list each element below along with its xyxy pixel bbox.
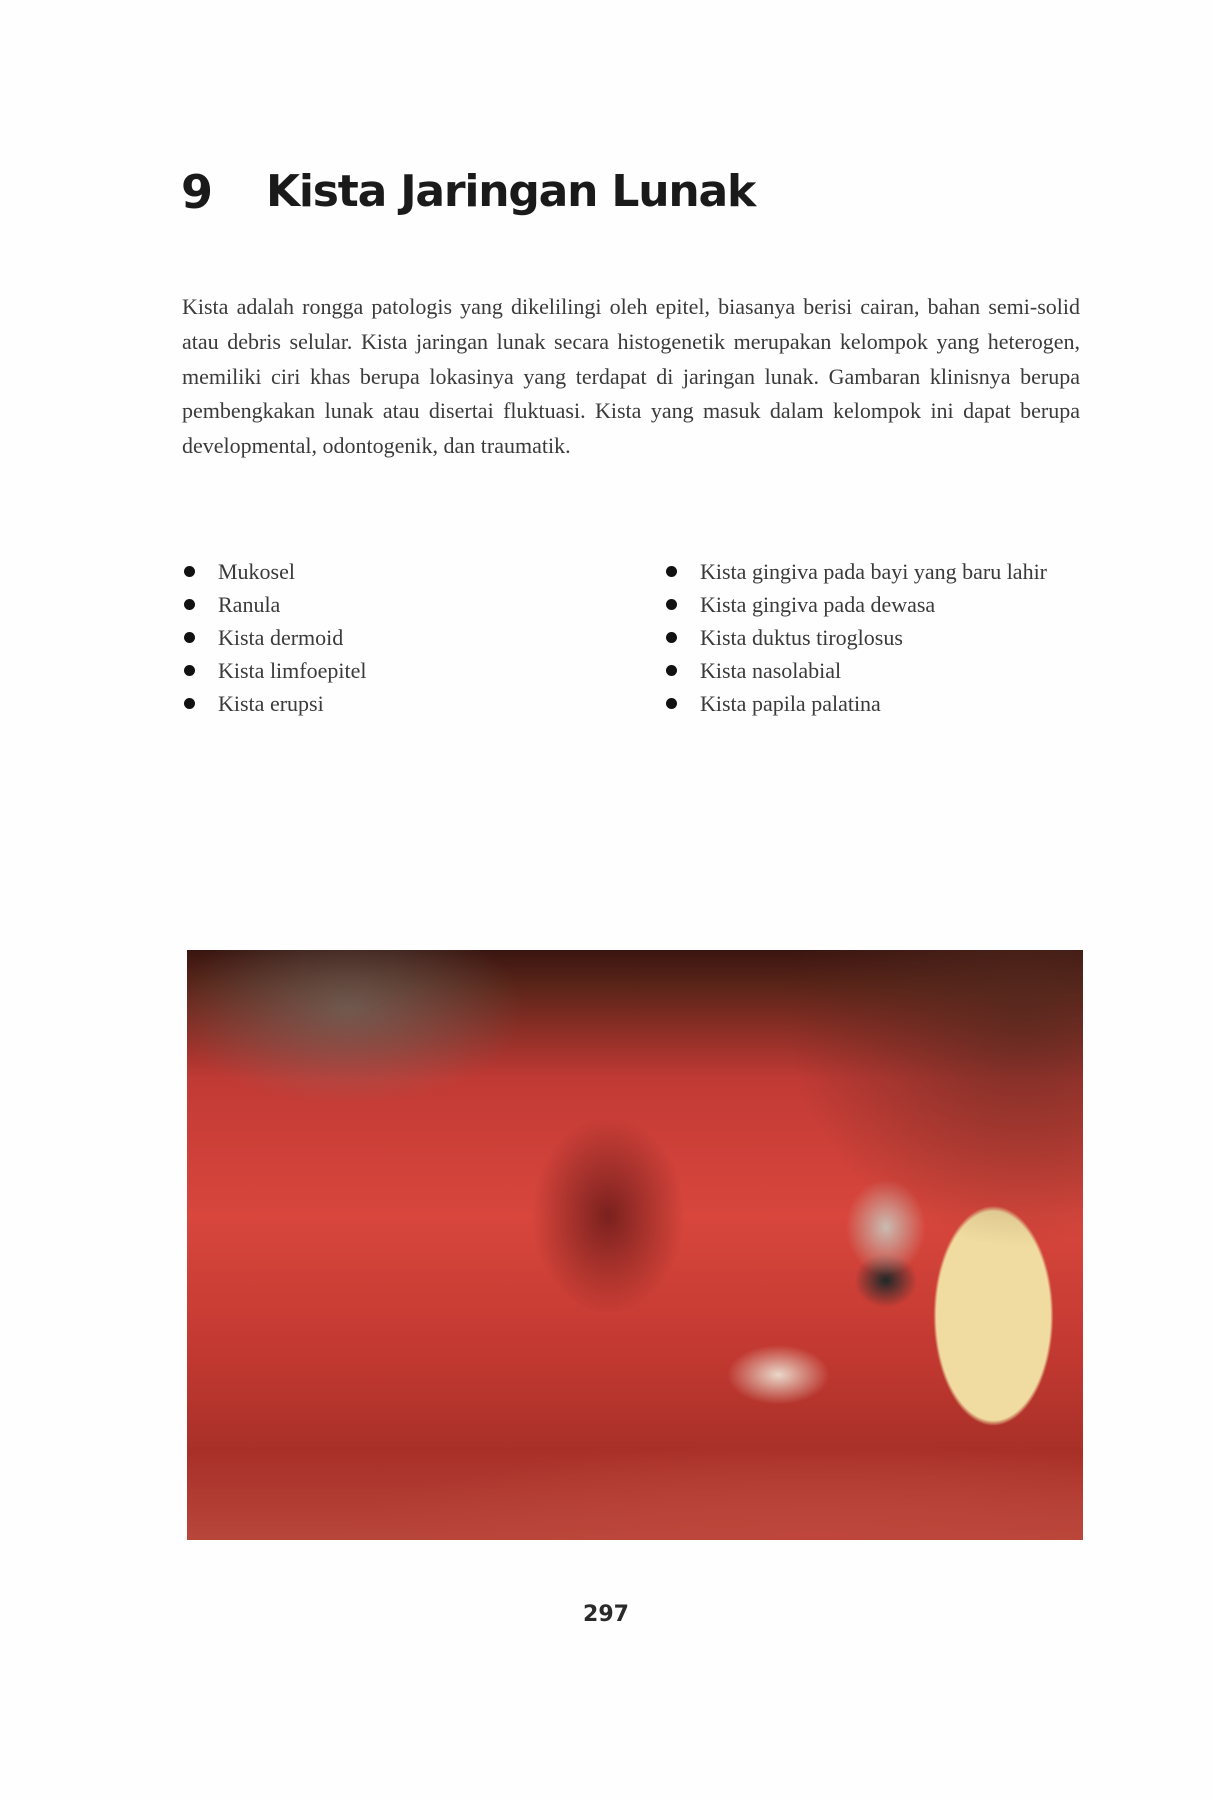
list-item: Ranula <box>184 588 604 621</box>
bullet-icon <box>184 632 195 643</box>
chapter-title: Kista Jaringan Lunak <box>266 166 756 217</box>
cyst-list-right <box>666 555 1076 720</box>
list-item: Kista dermoid <box>184 621 604 654</box>
bullet-icon <box>184 599 195 610</box>
bullet-icon <box>184 665 195 676</box>
list-item: Kista erupsi <box>184 687 604 720</box>
bullet-icon <box>666 665 677 676</box>
list-item: Kista duktus tiroglosus <box>666 621 1076 654</box>
bullet-icon <box>666 698 677 709</box>
list-item: Kista limfoepitel <box>184 654 604 687</box>
page-number: 297 <box>583 1602 629 1627</box>
bullet-icon <box>666 632 677 643</box>
bullet-icon <box>666 599 677 610</box>
bullet-icon <box>184 566 195 577</box>
bullet-icon <box>666 566 677 577</box>
photo-shading <box>783 950 1083 1250</box>
list-item: Kista papila palatina <box>666 687 1076 720</box>
chapter-number: 9 <box>181 165 214 219</box>
cyst-list-left <box>184 555 604 720</box>
list-item: Mukosel <box>184 555 604 588</box>
list-item: Kista gingiva pada dewasa <box>666 588 1076 621</box>
clinical-photo <box>187 950 1083 1540</box>
list-item: Kista gingiva pada bayi yang baru lahir <box>666 555 1076 588</box>
intro-paragraph: Kista adalah rongga patologis yang dikelilingi oleh epitel, biasanya berisi cairan, bahan semi-solid atau debris selular. Kista jaringan lunak secara histogenetik merupakan kelompok yang heterogen, memiliki ciri khas berupa lokasinya yang terdapat di jaringan lunak. Gambaran klinisnya berupa pembengkakan lunak atau disertai fluktuasi. Kista yang masuk dalam kelompok ini dapat berupa developmental, odontogenik, dan traumatik. <box>182 294 1080 459</box>
bullet-icon <box>184 698 195 709</box>
list-item: Kista nasolabial <box>666 654 1076 687</box>
